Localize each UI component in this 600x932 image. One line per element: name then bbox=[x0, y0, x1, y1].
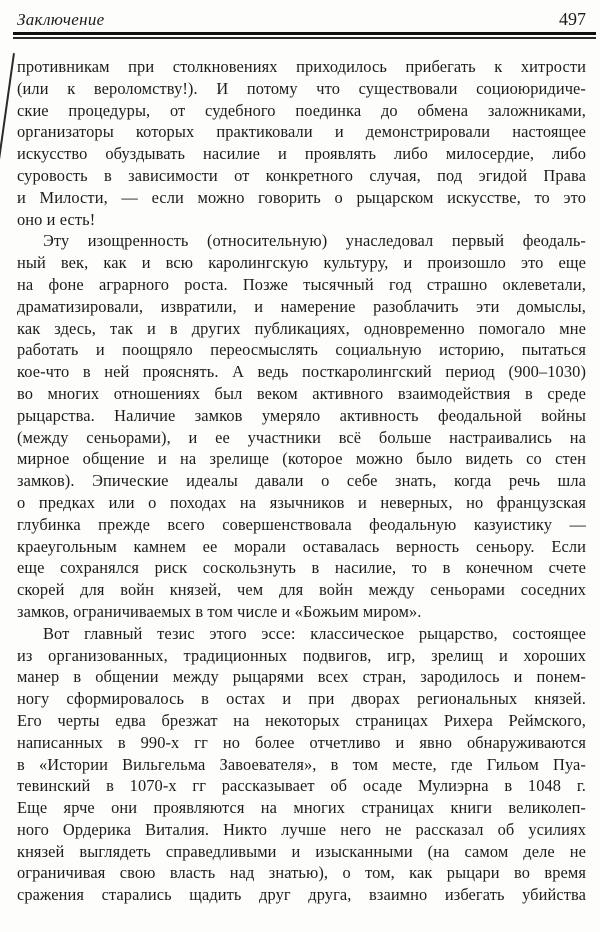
text-line: (между сеньорами), и ее участники всё больше настраивались на bbox=[17, 427, 586, 447]
text-line: Его черты едва брезжат на некоторых страницах Рихера Реймского, bbox=[17, 710, 586, 730]
text-line: замков, ограничиваемых в том числе и «Божьим миром». bbox=[17, 601, 422, 621]
text-line: (или к вероломству!). И потому что существовали социоюридиче- bbox=[17, 78, 586, 98]
text-line: написанных в 990-х гг но более отчетливо и явно обнаруживаются bbox=[17, 732, 586, 752]
text-line: организаторы которых практиковали и демонстрировали настоящее bbox=[17, 122, 586, 142]
text-line: в «Истории Вильгельма Завоевателя», в том месте, где Гильом Пуа- bbox=[17, 754, 586, 774]
page-number: 497 bbox=[559, 9, 586, 29]
text-line: суровость в зависимости от конкретного случая, под эгидой Права bbox=[17, 165, 586, 185]
text-line: о предках или о походах на язычников и неверных, но французская bbox=[17, 492, 586, 512]
text-line: сражения старались щадить друг друга, взаимно избегать убийства bbox=[17, 885, 586, 905]
text-line: на фоне аграрного роста. Позже тысячный год страшно оклеветали, bbox=[17, 274, 586, 294]
text-line: работать и поощряло переосмыслять социальную историю, пытаться bbox=[17, 340, 586, 360]
text-line: замков). Эпические идеалы давали о себе знать, когда речь шла bbox=[17, 471, 586, 491]
text-line: глубинка прежде всего совершенствовала феодальную казуистику — bbox=[17, 514, 586, 534]
text-line: и Милости, — если можно говорить о рыцарском искусстве, то это bbox=[17, 187, 586, 207]
text-line: Эту изощренность (относительную) унаследовал первый феодаль- bbox=[43, 231, 586, 251]
text-line: ограничивая свою власть над знатью), о том, как рыцари во время bbox=[17, 863, 586, 883]
text-line: Еще ярче они проявляются на многих страницах книги великолеп- bbox=[17, 798, 586, 818]
text-line: искусство обуздывать насилие и проявлять либо милосердие, либо bbox=[17, 144, 586, 164]
body-text bbox=[17, 56, 586, 906]
text-line: краеугольным камнем ее морали оставалась верность сеньору. Если bbox=[17, 536, 586, 556]
text-line: драматизировали, извратили, и намерение разоблачить эти домыслы, bbox=[17, 296, 586, 316]
text-line: скорей для войн князей, чем для войн между сеньорами соседних bbox=[17, 580, 586, 600]
text-line: ного Ордерика Виталия. Никто лучше него не рассказал об усилиях bbox=[17, 819, 586, 839]
text-line: манер в общении между рыцарями всех стран, зародилось и понем- bbox=[17, 667, 586, 687]
text-line: противникам при столкновениях приходилось прибегать к хитрости bbox=[17, 57, 586, 76]
text-line: мирное общение и на зрелище (которое можно было видеть со стен bbox=[17, 449, 586, 469]
text-line: во многих отношениях был веком активного взаимодействия в среде bbox=[17, 383, 586, 403]
text-line: князей выглядеть справедливыми и изысканными (на самом деле не bbox=[17, 841, 586, 861]
header-rule-divider bbox=[13, 32, 596, 39]
text-line: из организованных, традиционных подвигов, игр, зрелищ и хороших bbox=[17, 645, 586, 665]
paragraph bbox=[17, 623, 586, 906]
pen-mark bbox=[0, 53, 15, 191]
text-line: тевинский в 1070-х гг рассказывает об осаде Мулиэрна в 1048 г. bbox=[17, 776, 586, 796]
paragraph bbox=[17, 56, 586, 230]
text-line: ногу сформировалось в остах и при дворах региональных князей. bbox=[17, 689, 586, 709]
text-line: еще сохранялся риск соскользнуть в насилие, то в конечном счете bbox=[17, 558, 586, 578]
running-head bbox=[17, 9, 586, 30]
text-line: оно и есть! bbox=[17, 209, 96, 229]
text-line: ские процедуры, от судебного поединка до обмена заложниками, bbox=[17, 100, 586, 120]
text-line: рыцарства. Наличие замков умеряло активность феодальной войны bbox=[17, 405, 586, 425]
text-line: как здесь, так и в других публикациях, одновременно помогало мне bbox=[17, 318, 586, 338]
paragraph bbox=[17, 230, 586, 622]
text-line: Вот главный тезис этого эссе: классическое рыцарство, состоящее bbox=[43, 623, 586, 643]
text-line: кое-что в ней прояснять. А ведь посткаролингский период (900–1030) bbox=[17, 362, 586, 382]
text-line: ный век, как и всю каролингскую культуру, и произошло это еще bbox=[17, 253, 586, 273]
section-title: Заключение bbox=[17, 10, 105, 29]
